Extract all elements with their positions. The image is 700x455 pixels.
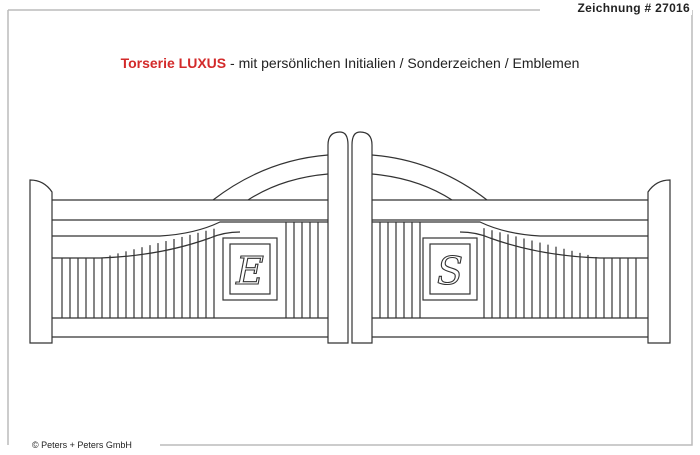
right-outer-post [648,180,670,343]
left-emblem-initial: E [236,249,264,293]
series-name: Torserie LUXUS [120,55,227,71]
left-outer-post [30,180,52,343]
top-arch-outer [213,155,328,200]
left-leaf [52,200,328,337]
center-left-post [328,132,348,343]
top-arch-inner [248,174,328,200]
right-leaf [372,200,648,337]
top-arch-inner-r [372,174,452,200]
top-arch-outer-r [372,155,487,200]
title-description: - mit persönlichen Initialien / Sonderzeichen / Emblemen [226,55,580,71]
center-right-post [352,132,372,343]
right-emblem-initial: S [436,249,464,293]
drawing-number: Zeichnung # 27016 [572,1,692,15]
copyright-text: © Peters + Peters GmbH [18,440,136,450]
